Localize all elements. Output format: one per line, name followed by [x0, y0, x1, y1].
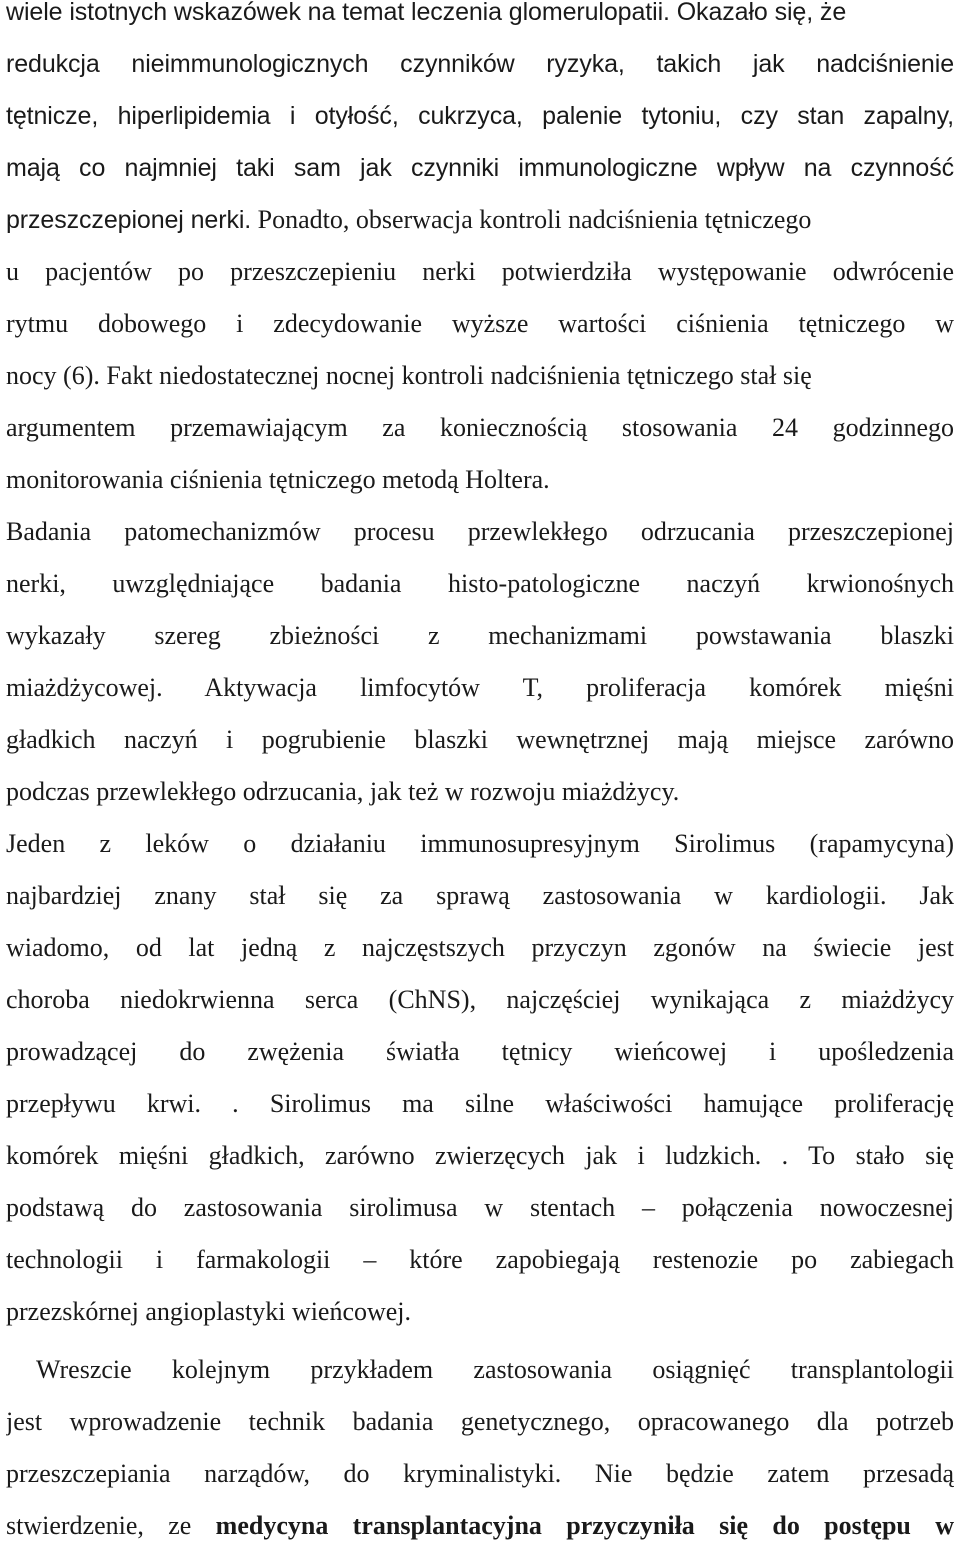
text-span: przeszczepionej nerki.	[6, 206, 252, 234]
text-line: redukcja nieimmunologicznych czynników ryzyka, takich jak nadciśnienie	[6, 50, 954, 78]
text-line: tętnicze, hiperlipidemia i otyłość, cukrzyca, palenie tytoniu, czy stan zapalny,	[6, 102, 954, 130]
text-line: podstawą do zastosowania sirolimusa w stentach – połączenia nowoczesnej	[6, 1193, 954, 1222]
text-line: wykazały szereg zbieżności z mechanizmami powstawania blaszki	[6, 621, 954, 650]
text-line: rytmu dobowego i zdecydowanie wyższe wartości ciśnienia tętniczego w	[6, 309, 954, 338]
text-line: miażdżycowej. Aktywacja limfocytów T, proliferacja komórek mięśni	[6, 673, 954, 702]
text-line-mixed	[6, 350, 954, 402]
text-line: komórek mięśni gładkich, zarówno zwierzęcych jak i ludzkich. . To stało się	[6, 1141, 954, 1170]
text-line: Wreszcie kolejnym przykładem zastosowania osiągnięć transplantologii	[36, 1355, 954, 1384]
text-line: najbardziej znany stał się za sprawą zastosowania w kardiologii. Jak	[6, 881, 954, 910]
text-line: monitorowania ciśnienia tętniczego metodą Holtera.	[6, 465, 550, 494]
text-span: stwierdzenie, ze	[6, 1511, 216, 1540]
text-line: podczas przewlekłego odrzucania, jak też w rozwoju miażdżycy.	[6, 777, 680, 806]
paragraph-2	[6, 506, 954, 818]
text-line: u pacjentów po przeszczepieniu nerki potwierdziła występowanie odwrócenie	[6, 257, 954, 286]
text-line: jest wprowadzenie technik badania genetycznego, opracowanego dla potrzeb	[6, 1407, 954, 1436]
paragraph-4	[6, 1344, 954, 1552]
text-line: przepływu krwi. . Sirolimus ma silne właściwości hamujące proliferację	[6, 1089, 954, 1118]
text-line: wiadomo, od lat jedną z najczęstszych przyczyn zgonów na świecie jest	[6, 933, 954, 962]
text-line: argumentem przemawiającym za koniecznością stosowania 24 godzinnego	[6, 413, 954, 442]
text-line: wiele istotnych wskazówek na temat leczenia glomerulopatii. Okazało się, że	[6, 0, 847, 26]
bold-text-span: medycyna transplantacyjna przyczyniła się do postępu w	[215, 1511, 954, 1540]
paragraph-1	[6, 0, 954, 506]
text-line: mają co najmniej taki sam jak czynniki immunologiczne wpływ na czynność	[6, 154, 954, 182]
text-line: przeszczepiania narządów, do kryminalistyki. Nie będzie zatem przesadą	[6, 1459, 954, 1488]
text-span: Fakt niedostatecznej nocnej kontroli nadciśnienia tętniczego stał się	[99, 361, 812, 390]
text-line: gładkich naczyń i pogrubienie blaszki wewnętrznej mają miejsce zarówno	[6, 725, 954, 754]
text-line: Jeden z leków o działaniu immunosupresyjnym Sirolimus (rapamycyna)	[6, 829, 954, 858]
text-line: Badania patomechanizmów procesu przewlekłego odrzucania przeszczepionej	[6, 517, 954, 546]
text-span: Ponadto, obserwacja kontroli nadciśnienia tętniczego	[251, 205, 812, 234]
text-line: prowadzącej do zwężenia światła tętnicy wieńcowej i upośledzenia	[6, 1037, 954, 1066]
text-line: nerki, uwzględniające badania histo-patologiczne naczyń krwionośnych	[6, 569, 954, 598]
text-line: przezskórnej angioplastyki wieńcowej.	[6, 1297, 412, 1326]
text-line-mixed	[6, 194, 954, 246]
text-span: nocy (6).	[6, 361, 100, 390]
paragraph-3	[6, 818, 954, 1338]
text-line-mixed	[6, 1500, 954, 1552]
text-line: choroba niedokrwienna serca (ChNS), najczęściej wynikająca z miażdżycy	[6, 985, 954, 1014]
document-page	[6, 0, 954, 1552]
text-line: technologii i farmakologii – które zapobiegają restenozie po zabiegach	[6, 1245, 954, 1274]
